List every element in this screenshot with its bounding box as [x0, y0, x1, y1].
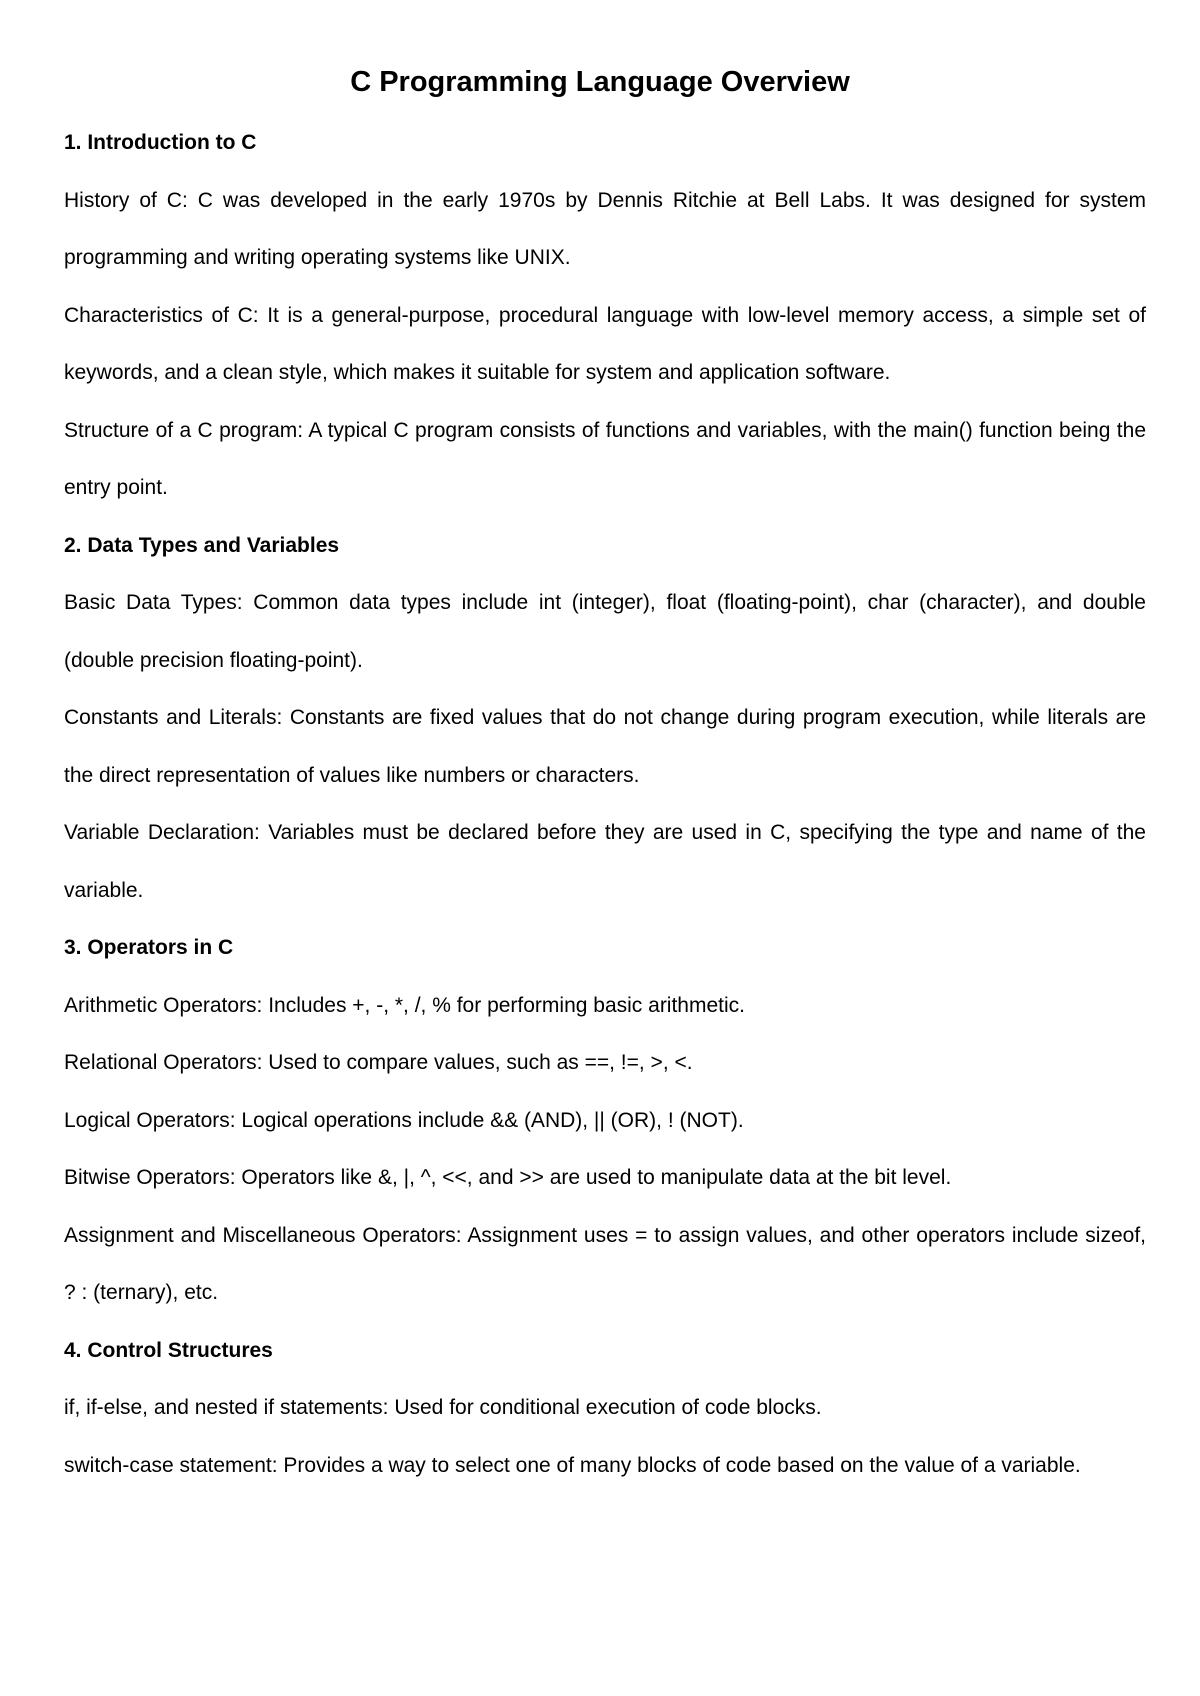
paragraph-history: History of C: C was developed in the early 1970s by Dennis Ritchie at Bell Labs. It was designed for system programming and writing operating systems like UNIX.	[64, 188, 1146, 269]
paragraph-assignment-operators: Assignment and Miscellaneous Operators: Assignment uses = to assign values, and other operators include sizeof, ? : (ternary), etc.	[64, 1223, 1146, 1304]
section-heading: 3. Operators in C	[64, 936, 234, 959]
section-introduction	[64, 114, 1146, 517]
section-heading: 1. Introduction to C	[64, 131, 257, 154]
paragraph-variable-declaration: Variable Declaration: Variables must be declared before they are used in C, specifying the type and name of the variable.	[64, 821, 1146, 902]
document-body	[64, 114, 1146, 1494]
paragraph-structure: Structure of a C program: A typical C program consists of functions and variables, with the main() function being the entry point.	[64, 418, 1146, 499]
paragraph-bitwise-operators: Bitwise Operators: Operators like &, |, ^, <<, and >> are used to manipulate data at the bit level.	[64, 1166, 952, 1189]
paragraph-characteristics: Characteristics of C: It is a general-purpose, procedural language with low-level memory access, a simple set of keywords, and a clean style, which makes it suitable for system and application software.	[64, 303, 1146, 384]
section-heading: 4. Control Structures	[64, 1338, 273, 1362]
paragraph-switch-case: switch-case statement: Provides a way to select one of many blocks of code based on the value of a variable.	[64, 1453, 1081, 1477]
section-operators	[64, 919, 1146, 1322]
paragraph-arithmetic-operators: Arithmetic Operators: Includes +, -, *, /, % for performing basic arithmetic.	[64, 993, 745, 1017]
section-control-structures	[64, 1322, 1146, 1495]
section-heading: 2. Data Types and Variables	[64, 533, 340, 557]
document-title: C Programming Language Overview	[350, 66, 850, 98]
paragraph-relational-operators: Relational Operators: Used to compare values, such as ==, !=, >, <.	[64, 1051, 693, 1074]
paragraph-if-statements: if, if-else, and nested if statements: Used for conditional execution of code blocks.	[64, 1396, 822, 1419]
section-data-types	[64, 517, 1146, 920]
paragraph-constants-literals: Constants and Literals: Constants are fixed values that do not change during program execution, while literals are the direct representation of values like numbers or characters.	[64, 706, 1146, 787]
paragraph-logical-operators: Logical Operators: Logical operations include && (AND), || (OR), ! (NOT).	[64, 1108, 744, 1132]
paragraph-basic-data-types: Basic Data Types: Common data types include int (integer), float (floating-point), char (character), and double (double precision floating-point).	[64, 591, 1146, 672]
